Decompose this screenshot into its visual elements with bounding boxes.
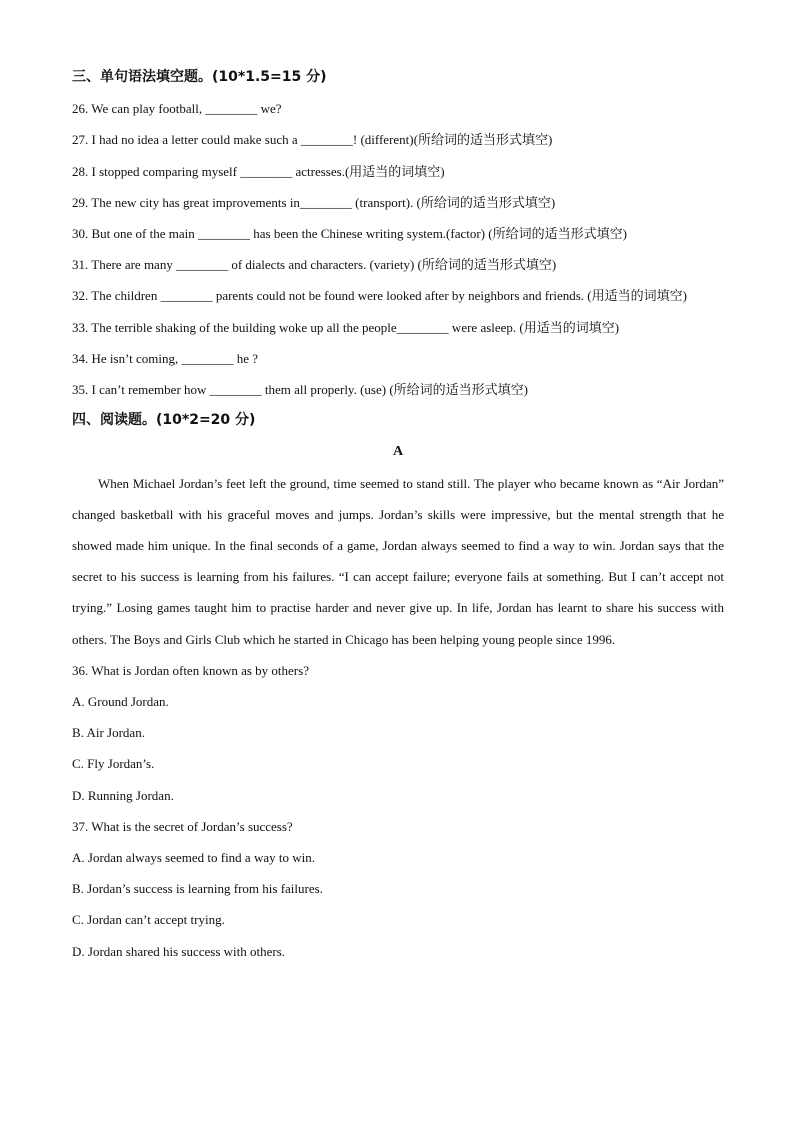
question-36-option-d: D. Running Jordan. [72,787,174,803]
question-26: 26. We can play football, ________ we? [72,101,282,117]
document-page [72,62,724,967]
passage-label: A [392,444,404,460]
question-31: 31. There are many ________ of dialects and characters. (variety) (所给词的适当形式填空) [72,257,557,273]
question-27: 27. I had no idea a letter could make such a ________! (different)(所给词的适当形式填空) [72,132,553,148]
question-37-option-c: C. Jordan can’t accept trying. [72,912,225,928]
question-36-option-c: C. Fly Jordan’s. [72,756,155,772]
question-37-stem: 37. What is the secret of Jordan’s success? [72,818,293,834]
question-36-stem: 36. What is Jordan often known as by others? [72,662,309,678]
question-36-option-b: B. Air Jordan. [72,725,145,741]
question-34: 34. He isn’t coming, ________ he ? [72,350,259,366]
section-3-heading: 三、单句语法填空题。(10*1.5=15 分) [72,69,327,85]
reading-passage: When Michael Jordan’s feet left the ground, time seemed to stand still. The player who became known as “Air Jordan” changed basketball with his graceful moves and jumps. Jordan’s skills were impressive, but the mental strength that he showed made him unique. In the final seconds of a game, Jordan always seemed to find a way to win. Jordan says that the secret to his success is learning from his failures. “I can accept failure; everyone fails at something. But I can’t accept not trying.” Losing games taught him to practise harder and never give up. In life, Jordan has learnt to share his success with others. The Boys and Girls Club which he started in Chicago has been helping young people since 1996. [72,475,724,647]
question-37-option-b: B. Jordan’s success is learning from his failures. [72,881,323,897]
question-35: 35. I can’t remember how ________ them all properly. (use) (所给词的适当形式填空) [72,382,528,398]
question-29: 29. The new city has great improvements in________ (transport). (所给词的适当形式填空) [72,194,556,210]
question-37-option-d: D. Jordan shared his success with others. [72,943,286,959]
question-32: 32. The children ________ parents could not be found were looked after by neighbors and friends. (用适当的词填空) [72,288,687,304]
question-36-option-a: A. Ground Jordan. [72,694,169,710]
question-37-option-a: A. Jordan always seemed to find a way to win. [72,850,315,866]
question-30: 30. But one of the main ________ has been the Chinese writing system.(factor) (所给词的适当形式填空) [72,226,627,242]
question-33: 33. The terrible shaking of the building woke up all the people________ were asleep. (用适当的词填空) [72,319,620,335]
question-28: 28. I stopped comparing myself ________ actresses.(用适当的词填空) [72,163,445,179]
section-4-heading: 四、阅读题。(10*2=20 分) [72,412,256,429]
